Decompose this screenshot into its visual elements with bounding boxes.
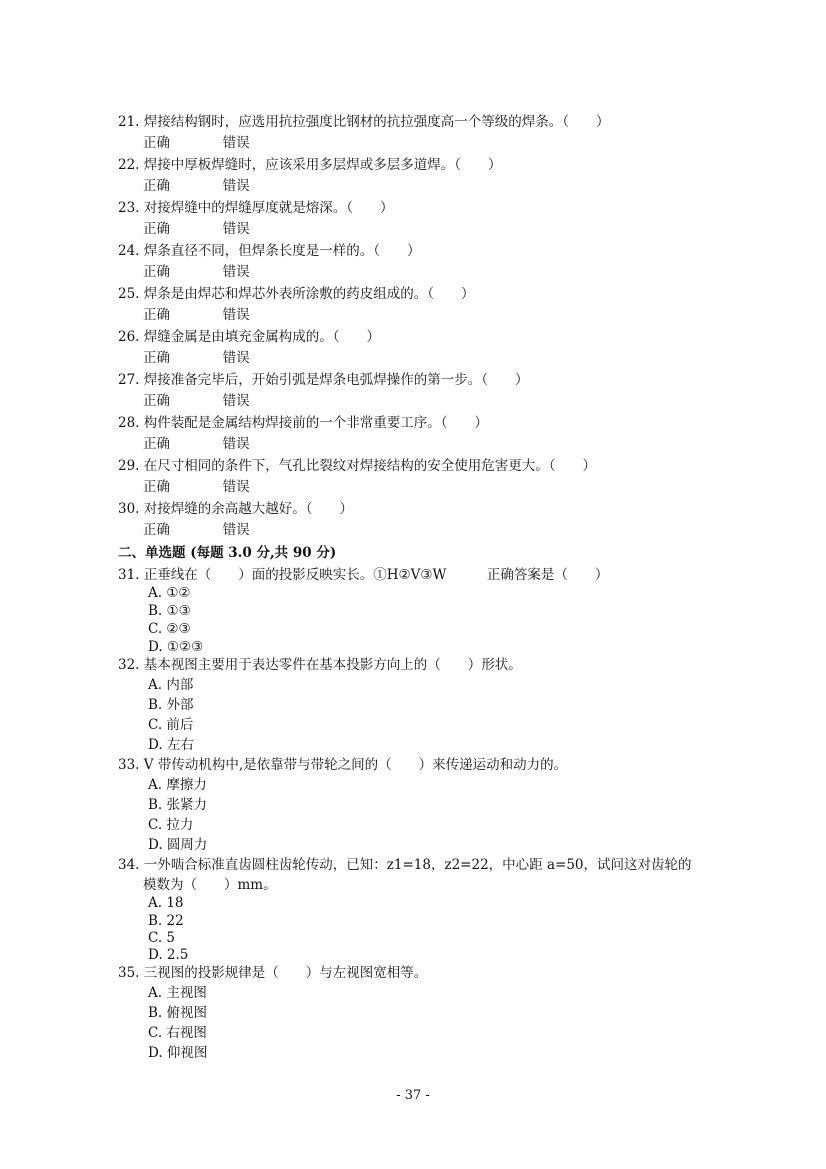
question-text: 一外啮合标准直齿圆柱齿轮传动，已知：z1=18，z2=22，中心距 a=50，试问这对齿轮的: [143, 857, 692, 873]
answer-options: [143, 349, 250, 367]
option-c[interactable]: C. ②③: [148, 621, 191, 637]
question-22: [118, 156, 502, 174]
option-correct[interactable]: 正确: [143, 135, 170, 151]
option-b[interactable]: B. 外部: [148, 697, 194, 713]
question-number: 26.: [118, 329, 140, 345]
option-a[interactable]: A. 摩擦力: [148, 777, 207, 793]
option-wrong[interactable]: 错误: [222, 135, 250, 151]
option-a[interactable]: A. 内部: [148, 677, 194, 693]
option-correct[interactable]: 正确: [143, 522, 170, 538]
option-b[interactable]: B. 张紧力: [148, 797, 208, 813]
question-text: 基本视图主要用于表达零件在基本投影方向上的（ ）形状。: [143, 657, 522, 673]
question-number: 21.: [118, 114, 140, 130]
option-a[interactable]: A. 主视图: [148, 985, 207, 1001]
question-number: 28.: [118, 415, 140, 431]
option-c[interactable]: C. 拉力: [148, 817, 194, 833]
question-text: 对接焊缝的余高越大越好。（ ）: [143, 501, 354, 517]
option-d[interactable]: D. ①②③: [148, 639, 204, 655]
answer-options: [143, 306, 250, 324]
answer-options: [143, 263, 250, 281]
question-30: [118, 500, 353, 518]
option-c[interactable]: C. 5: [148, 930, 176, 946]
question-number: 22.: [118, 157, 140, 173]
question-text: 焊接中厚板焊缝时，应该采用多层焊或多层多道焊。（ ）: [143, 157, 502, 173]
question-35: [118, 964, 427, 982]
question-text: 构件装配是金属结构焊接前的一个非常重要工序。（ ）: [143, 415, 489, 431]
answer-options: [143, 134, 250, 152]
answer-options: [143, 220, 250, 238]
question-33: [118, 756, 567, 774]
option-wrong[interactable]: 错误: [222, 264, 250, 280]
option-c[interactable]: C. 右视图: [148, 1025, 207, 1041]
option-correct[interactable]: 正确: [143, 178, 170, 194]
question-text: 焊接准备完毕后，开始引弧是焊条电弧焊操作的第一步。（ ）: [143, 372, 529, 388]
option-wrong[interactable]: 错误: [222, 436, 250, 452]
question-number: 23.: [118, 200, 140, 216]
option-wrong[interactable]: 错误: [222, 350, 250, 366]
question-26: [118, 328, 380, 346]
question-25: [118, 285, 475, 303]
question-number: 25.: [118, 286, 140, 302]
option-wrong[interactable]: 错误: [222, 479, 250, 495]
option-correct[interactable]: 正确: [143, 350, 170, 366]
option-wrong[interactable]: 错误: [222, 522, 250, 538]
question-text: 对接焊缝中的焊缝厚度就是熔深。（ ）: [143, 200, 394, 216]
option-d[interactable]: D. 仰视图: [148, 1045, 208, 1061]
option-c[interactable]: C. 前后: [148, 717, 194, 733]
page-number: - 37 -: [396, 1088, 430, 1103]
question-24: [118, 242, 421, 260]
question-text: 焊条直径不同，但焊条长度是一样的。（ ）: [143, 243, 421, 259]
question-text: 在尺寸相同的条件下，气孔比裂纹对焊接结构的安全使用危害更大。（ ）: [143, 458, 597, 474]
option-correct[interactable]: 正确: [143, 221, 170, 237]
option-b[interactable]: B. ①③: [148, 603, 191, 619]
option-correct[interactable]: 正确: [143, 436, 170, 452]
question-32: [118, 656, 522, 674]
question-text: 正垂线在（ ）面的投影反映实长。①H②V③W 正确答案是（ ）: [143, 567, 609, 583]
option-wrong[interactable]: 错误: [222, 393, 250, 409]
question-text: 焊接结构钢时，应选用抗拉强度比钢材的抗拉强度高一个等级的焊条。（ ）: [143, 114, 610, 130]
option-wrong[interactable]: 错误: [222, 178, 250, 194]
option-correct[interactable]: 正确: [143, 307, 170, 323]
question-number: 34.: [118, 857, 140, 873]
question-27: [118, 371, 529, 389]
option-correct[interactable]: 正确: [143, 264, 170, 280]
answer-options: [143, 177, 250, 195]
question-number: 32.: [118, 657, 140, 673]
question-text: V 带传动机构中,是依靠带与带轮之间的（ ）来传递运动和动力的。: [143, 757, 568, 773]
question-34-continuation: 模数为（ ）mm。: [143, 877, 277, 893]
answer-options: [143, 521, 250, 539]
option-a[interactable]: A. ①②: [148, 585, 191, 601]
option-wrong[interactable]: 错误: [222, 307, 250, 323]
question-number: 35.: [118, 965, 140, 981]
answer-options: [143, 478, 250, 496]
answer-options: [143, 392, 250, 410]
option-d[interactable]: D. 圆周力: [148, 837, 208, 853]
option-d[interactable]: D. 左右: [148, 737, 194, 753]
option-wrong[interactable]: 错误: [222, 221, 250, 237]
question-number: 30.: [118, 501, 140, 517]
question-number: 33.: [118, 757, 140, 773]
question-number: 27.: [118, 372, 140, 388]
option-correct[interactable]: 正确: [143, 393, 170, 409]
question-number: 29.: [118, 458, 140, 474]
option-b[interactable]: B. 俯视图: [148, 1005, 208, 1021]
question-text: 焊缝金属是由填充金属构成的。（ ）: [143, 329, 381, 345]
question-21: [118, 113, 610, 131]
option-b[interactable]: B. 22: [148, 913, 184, 929]
option-a[interactable]: A. 18: [148, 895, 184, 911]
question-31: [118, 566, 608, 584]
answer-options: [143, 435, 250, 453]
question-28: [118, 414, 488, 432]
section-title: 二、单选题 (每题 3.0 分,共 90 分): [118, 545, 337, 561]
question-23: [118, 199, 394, 217]
question-text: 三视图的投影规律是（ ）与左视图宽相等。: [143, 965, 428, 981]
question-number: 31.: [118, 567, 140, 583]
option-d[interactable]: D. 2.5: [148, 947, 189, 963]
question-34: [118, 856, 692, 874]
question-29: [118, 457, 596, 475]
option-correct[interactable]: 正确: [143, 479, 170, 495]
question-number: 24.: [118, 243, 140, 259]
question-text: 焊条是由焊芯和焊芯外表所涂敷的药皮组成的。（ ）: [143, 286, 475, 302]
